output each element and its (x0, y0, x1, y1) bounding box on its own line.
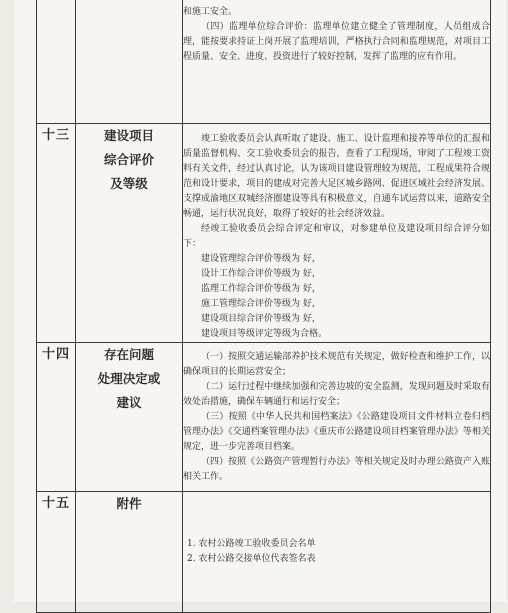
section-12-line: 和施工安全。 (183, 7, 238, 17)
rating-line: 监理工作综合评价等级为 好， (201, 284, 321, 294)
rating-line: 建设项目等级评定等级为合格。 (201, 329, 328, 339)
recommendation-paragraph: （三）按照《中华人民共和国档案法》《公路建设项目文件材料立卷归档管理办法》《交通档案管理办法》《重庆市公路建设项目档案管理办法》等相关规定，进一步完善项目档案。 (183, 411, 490, 452)
rating-line: 建设项目综合评价等级为 好， (201, 314, 321, 324)
supervision-evaluation-paragraph: （四）监理单位综合评价：监理单位建立健全了管理制度，人员组成合理，能按要求持证上岗开展了监理培训，严格执行合同和监理规范，对项目工程质量、安全、进度、投资进行了较好控制，发挥了监理的应有作用。 (183, 22, 490, 62)
rating-line: 施工管理综合评价等级为 好， (201, 299, 321, 309)
table-row (37, 343, 491, 492)
rating-line: 设计工作综合评价等级为 好， (201, 269, 321, 279)
recommendation-paragraph: （四）按照《公路资产管理暂行办法》等相关规定及时办理公路资产入账相关工作。 (183, 456, 490, 482)
scoring-intro-paragraph: 经竣工验收委员会综合评定和审议，对参建单位及建设项目综合评分如下： (183, 224, 490, 249)
section-12-number-cell (37, 0, 76, 124)
table-row (37, 492, 491, 613)
rating-line: 建设管理综合评价等级为 好， (201, 254, 321, 264)
section-13-title-line: 及等级 (110, 176, 148, 191)
section-13-title (76, 124, 183, 343)
overall-evaluation-paragraph: 竣工验收委员会认真听取了建设、施工、设计监理和接养等单位的汇报和质量监督机构、交工验收委员会的报告，查看了工程现场，审阅了工程竣工资料有关文件，经过认真讨论，认为该项目建设管理较为规范，工程成果符合规范和设计要求，项目的建成对完善大足区城乡路网、促进区域社会经济发展、支撑成渝地区双城经济圈建设等具有积极意义，自通车试运营以来，道路安全畅通，运行状况良好，取得了较好的社会经济效益。 (183, 134, 490, 219)
recommendation-paragraph: （一）按照交通运输部养护技术规范有关规定，做好检查和维护工作，以确保项目的长期运营安全； (183, 351, 490, 377)
section-13-number: 十三 (37, 124, 76, 343)
section-14-content (183, 343, 491, 492)
section-14-number: 十四 (37, 343, 76, 492)
table-row (37, 0, 491, 124)
document-page (14, 0, 506, 602)
recommendation-paragraph: （二）运行过程中继续加强和完善边坡的安全监测，发现问题及时采取有效处治措施，确保车辆通行和运行安全； (183, 381, 490, 407)
section-12-content (183, 0, 491, 124)
section-13-content (183, 124, 491, 343)
attachment-item: 1. 农村公路竣工验收委员会名单 (187, 539, 316, 549)
section-14-title-line: 建议 (116, 395, 142, 410)
section-12-title-cell (76, 0, 183, 124)
section-15-title: 附件 (76, 492, 183, 613)
acceptance-table (36, 0, 491, 613)
section-14-title (76, 343, 183, 492)
section-14-title-line: 存在问题 (103, 347, 154, 362)
table-row (37, 124, 491, 343)
section-15-number: 十五 (37, 492, 76, 613)
section-13-title-line: 建设项目 (103, 128, 154, 143)
attachment-item: 2. 农村公路交接单位代表签名表 (187, 554, 316, 564)
section-15-content (183, 492, 491, 613)
section-14-title-line: 处理决定或 (97, 371, 161, 386)
section-13-title-line: 综合评价 (103, 152, 154, 167)
